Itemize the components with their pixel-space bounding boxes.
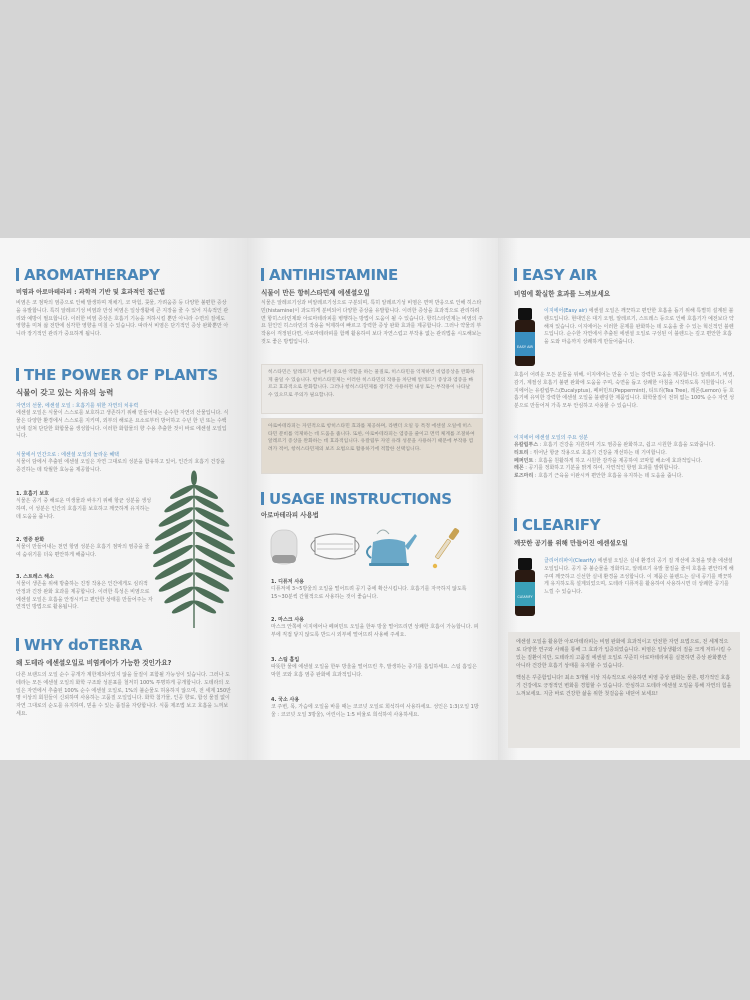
clearify-desc-head: 클리어리파이(Clearify): [544, 558, 596, 564]
plants-item-1-body: 식물은 공기 중 해로운 미생물과 싸우기 위해 항균 성분을 생성하며, 이 성분은 인간의 호흡기를 보호하고 깨끗하게 유지하는 데 도움을 줍니다.: [16, 498, 152, 520]
diffuser-icon: [271, 530, 297, 564]
ingredient-row: 페퍼민트 : 호흡을 원활하게 하고 시원한 감각을 제공하여 코막힘 해소에 효과적입니다.: [514, 457, 703, 464]
clearify-bottle: [512, 558, 538, 618]
clearify-bottle-label: CLEARIFY: [517, 595, 533, 599]
clearify-description: [544, 558, 734, 597]
leaf-illustration: [150, 470, 235, 630]
easy-air-description-2: 호흡이 어려운 모든 분들을 위해, 이지에어는 만을 수 있는 강력한 도움을 제공합니다. 알레르기, 비염, 감기, 계절성 호흡기 불편 완화에 도움을 주며, 숙면을 돕고 상쾌한 아침을 시작하도록 지원합니다. 이지에어는 유칼립투스(Eucalyptus), 페퍼민트(Peppermint), 티트리(Tea Tree), 레몬(Lemon) 등 호흡기에 유익한 강력한 에센셜 오일을 블렌딩한 제품입니다. 화학물질이 전혀 없는 100% 순수 자연 성분으로 만들어져 가족 모두 안심하고 사용할 수 있습니다.: [514, 372, 735, 409]
dropper-icon: [433, 527, 460, 568]
conclusion-box: [508, 632, 740, 748]
plants-intro-heading: 자연의 선물, 에센셜 오일 : 호흡기를 위한 자연의 치유력: [16, 403, 139, 409]
conclusion-text-2: 핵심은 꾸준함입니다! 최소 3개월 이상 지속적으로 사용하면 비염 증상 완화는 물론, 평가적인 호흡기 건강에도 긍정적인 변화를 경험할 수 있습니다. 안심하고 도테라 에센셜 오일을 통해 자연의 힘을 느껴보세요. 지금 바로 건강한 삶을 위한 첫걸음을 내딛어 보세요!: [516, 675, 732, 697]
plants-second-heading: 식물에서 인간으로 : 에센셜 오일의 놀라운 혜택: [16, 452, 119, 458]
usage-subtitle: 아로마테라피 사용법: [261, 511, 319, 519]
panel-left: [0, 238, 247, 760]
clearify-desc-text: 에센셜 오일은 실내 환경의 공기 질 개선에 초점을 맞춘 에센셜 오일입니다. 공기 중 불순물을 정화하고, 알레르기 유발 물질을 줄여 호흡을 편안하게 해주며 깨끗하고 신선한 실내 환경을 조성합니다. 이 제품은 블렌드는 실내 공기를 깨끗하게 유지하도록 설계되었으며, 도테라 디퓨저를 활용하여 사용하시면 더 상쾌한 공기를 느낄 수 있습니다.: [544, 558, 734, 595]
easy-air-description: [544, 308, 734, 347]
ingredients-list: [514, 442, 736, 481]
easy-air-desc-head: 이지에어(Easy air): [544, 308, 588, 314]
usage-step-1-head: 1. 디퓨저 사용: [271, 579, 305, 585]
ingredient-row: 유칼립투스 : 호흡기 건강을 지원하며 기도 염증을 완화하고, 쉽고 시원한 호흡을 도와줍니다.: [514, 442, 716, 448]
easy-air-heading: EASY AIR: [514, 266, 597, 284]
antihistamine-body: 식물은 알레르기성과 비알레르기성으로 구분되며, 특히 알레르기성 비염은 면역 반응으로 인해 히스타민(histamine)이 과도하게 분비되어 다양한 증상을 유발합니다. 이러한 증상을 효과적으로 관리하려면 항히스타민제와 아로마테라피를 병행하는 방법이 도움이 될 수 있습니다. 항히스타민제는 비염의 주요 원인인 히스타민의 작용을 억제하여 빠르고 강력한 증상 완화 효과를 제공합니다. 그러나 약물의 부작용이 걱정된다면, 아로마테라피를 함께 활용하여 보다 자연스럽고 부작용 없는 관리법을 시도해보는 것도 좋은 방법입니다.: [261, 300, 483, 345]
easy-air-bottle-label: EASY AIR: [517, 345, 533, 349]
ingredient-row: 티트리 : 뛰어난 항균 작용으로 호흡기 건강을 개선하는 데 기여합니다.: [514, 449, 667, 456]
plants-intro-body: 에센셜 오일은 식물이 스스로를 보호하고 생존하기 위해 만들어내는 순수한 자연의 산물입니다. 식물은 다양한 환경에서 스스로를 지키며, 외부의 해로운 요소로부터 방어하고 수년 한 년 또는 수백 년에 걸쳐 단단한 화합물을 생성합니다. 이러한 화합물의 향 수용 추출한 것이 바로 에센셜 오일입니다.: [16, 410, 229, 440]
ingredient-name: 티트리: [514, 449, 529, 456]
usage-step-3-body: 따뜻한 물에 에센셜 오일을 한두 방울을 떨어뜨린 후, 발생하는 증기를 흡입하세요. 스팀 흡입은 막힌 코와 호흡 염증 완화에 효과적입니다.: [271, 664, 477, 678]
conclusion-text-1: 에센셜 오일을 활용한 아로마테라피는 비염 완화에 효과적이고 안전한 자연 요법으로, 전 세계적으로 다양한 연구와 사례를 통해 그 효과가 입증되었습니다. 비염은 일상생활의 질을 크게 저하시킬 수 있는 질환이지만, 도테라의 고품질 에센셜 오일로 꾸준히 아로마테라피를 실천하면 증상 완화뿐만 아니라 건강한 호흡기 상태를 유지할 수 있습니다.: [516, 639, 732, 669]
usage-icons: [265, 524, 485, 570]
ingredient-desc: 호흡기 건강을 지원하며 기도 염증을 완화하고, 쉽고 시원한 호흡을 도와줍니다.: [543, 442, 716, 448]
panel-middle: [247, 238, 498, 760]
ingredient-name: 유칼립투스: [514, 442, 539, 448]
plants-subtitle: 식물이 갖고 있는 치유의 능력: [16, 388, 114, 397]
panel-right: [498, 238, 750, 760]
antihistamine-box-1: 히스타민은 알레르기 반응에서 중요한 역할을 하는 물질로, 히스타민을 억제하면 비염증상을 완화하게 줄일 수 있습니다. 항히스타민제는 이러한 히스타민의 작용을 차단해 알레르기 증상과 염증을 빠르고 효과적으로 완화합니다. 그러나 항히스타민제를 장기간 사용하면 내성 또는 부작용이 나타날 수 있으므로 주의가 필요합니다.: [261, 364, 483, 414]
usage-step-4-body: 코 주변, 목, 가슴에 오일을 바를 때는 코코넛 오일로 희석하여 사용하세요. 성인은 1:3(오일 1방울 : 코코넛 오일 3방울), 어린이는 1:5 비율로 희석하여 사용하세요.: [271, 704, 479, 718]
antihistamine-subtitle: 식물이 만든 항히스타민제 에센셜오일: [261, 289, 370, 297]
aromatherapy-heading: AROMATHERAPY: [16, 266, 160, 284]
plants-item-3-body: 식물이 생존을 위해 방출하는 진정 작용은 인간에게도 심리적 안정과 긴장 완화 효과를 제공합니다. 이러한 특성은 비염으로 에센셜 오일은 호흡을 안정시키고 편안한 상태를 만들어주는 자연적인 방법으로 활용됩니다.: [16, 581, 153, 611]
why-doterra-body: 다른 브랜드의 오일 순수 공개가 계한제되어있지 않을 들질이 포함될 가능성이 있습니다. 그러나 도테라는 모든 에센셜 오일의 화학 구조와 성분표를 철저히 100% 투명하게 공개합니다. 도테라의 오일은 자연에서 추출된 100% 순수 에센셜 오일로, 1%의 불순물도 허용하지 않으며, 전 세계 150만 명 이상의 회원들이 신뢰하며 사용하는 고품질 오일입니다. 화학 첨가물, 인공 향료, 합성 물질 없이 자연 그대로의 순도를 유지하며, 믿을 수 있는 품질을 자랑합니다. 식품 제조법 보고 호흡을 느껴보세요.: [16, 672, 232, 717]
why-doterra-heading: WHY doTERRA: [16, 636, 142, 654]
ingredient-name: 페퍼민트: [514, 457, 534, 464]
ingredients-heading: 이지에어 에센셜 오일의 주요 성분: [514, 435, 588, 441]
usage-step-1-body: 디퓨저에 3~5방울의 오일을 떨어뜨려 공기 중에 확산시킵니다. 호흡기를 자극하지 않도록 15~30분씩 간헐적으로 사용하는 것이 좋습니다.: [271, 586, 467, 600]
mask-icon: [311, 534, 359, 559]
aromatherapy-body: 비염은 코 점막의 염증으로 인해 발생하며 재채기, 코 막힘, 콧물, 가려움증 등 다양한 불편한 증상을 유발합니다. 특히 알레르기성 비염과 만성 비염은 일상생활에 큰 지장을 줄 수 있어 지속적인 관리와 예방이 필요합니다. 이러한 비염 증상은 호흡기 기능을 저하시킬 뿐만 아니라 수면의 질에도 영향을 미쳐 삶 전반에 심각한 영향을 미칠 수 있습니다. 따라서 비염은 단기적인 증상 완화뿐만 아니라 장기적인 관리가 중요하게 됩니다.: [16, 300, 229, 337]
ingredient-name: 로즈마리: [514, 473, 534, 479]
plants-heading: THE POWER OF PLANTS: [16, 366, 218, 384]
ingredient-row: 레몬 : 공기를 정화하고 기분을 맑게 하여, 자연적인 항염 효과를 발휘합니다.: [514, 465, 680, 472]
plants-item-2-head: 2. 염증 완화: [16, 537, 45, 543]
ingredient-desc: 공기를 정화하고 기분을 맑게 하여, 자연적인 항염 효과를 발휘합니다.: [528, 465, 680, 472]
antihistamine-heading: ANTIHISTAMINE: [261, 266, 398, 284]
easy-air-subtitle: 비염에 확실한 효과를 느껴보세요: [514, 290, 611, 298]
usage-heading: USAGE INSTRUCTIONS: [261, 490, 452, 508]
clearify-heading: CLEARIFY: [514, 516, 600, 534]
brochure: [0, 238, 750, 760]
plants-item-3-head: 3. 스트레스 해소: [16, 574, 54, 580]
ingredient-desc: 뛰어난 항균 작용으로 호흡기 건강을 개선하는 데 기여합니다.: [533, 449, 667, 456]
ingredient-desc: 호흡기 근육을 이완시켜 편안한 호흡을 유지하는 데 도움을 줍니다.: [538, 473, 683, 479]
easy-air-bottle: [512, 308, 538, 368]
usage-step-2-head: 2. 마스크 사용: [271, 617, 305, 623]
easy-air-desc-text: 에센셜 오일은 깨끗하고 편안한 호흡을 돕기 위해 특별히 설계된 블렌드입니다. 현대인은 대기 오염, 알레르기, 스트레스 등으로 인해 호흡기가 예전보다 약해져 있습니다. 이지에어는 이러한 문제를 완화하는 데 도움을 줄 수 있는 혁신적인 블렌드입니다. 순수한 자연에서 추출된 에센셜 오일로 구성된 이 블렌드는 깊고 편안한 호흡을 도와 마음까지 상쾌하게 만들어줍니다.: [544, 308, 734, 345]
clearify-subtitle: 깨끗한 공기를 위해 만들어진 에센셜오일: [514, 539, 628, 547]
why-doterra-subtitle: 왜 도테라 에센셜오일로 비염케어가 가능한 것인가요?: [16, 659, 172, 667]
ingredient-row: 로즈마리 : 호흡기 근육을 이완시켜 편안한 호흡을 유지하는 데 도움을 줍니다.: [514, 473, 683, 479]
ingredient-desc: 호흡을 원활하게 하고 시원한 감각을 제공하여 코막힘 해소에 효과적입니다.: [538, 457, 703, 464]
kettle-icon: [367, 530, 417, 566]
usage-step-2-body: 마스크 안쪽에 이지에어나 페퍼민트 오일을 한두 방울 떨어뜨리면 상쾌한 호흡이 가능합니다. 피부에 직접 닿지 않도록 반드시 외부에 떨어뜨려 사용해 주세요.: [271, 624, 479, 638]
plants-item-1-head: 1. 호흡기 보호: [16, 491, 50, 497]
ingredient-name: 레몬: [514, 465, 524, 472]
plants-second-body: 식물이 담에서 추출된 에센셜 오일은 자연 그대로의 성분을 함유하고 있어, 인간의 호흡기 건강을 증진하는 데 탁월한 효능을 제공합니다.: [16, 459, 226, 473]
antihistamine-box-2: 아로마테라피는 자연적으로 항히스타민 효과를 제공하며, 라벤더 오일 등 특정 에센셜 오일에 히스타민 분비를 억제하는 데 도움을 줍니다. 또한, 아로마테라피는 염증을 줄이고 면역 체계를 조절하여 알레르기 증상을 완화하는 데 효과적입니다. 유칼립투 자연 유래 성분을 사용하기 때문에 부작용 염려가 적어, 항히스타민제의 보조 요법으로 활용하기에 적합한 선택입니다.: [261, 418, 483, 474]
usage-step-3-head: 3. 스팀 흡입: [271, 657, 300, 663]
aromatherapy-subtitle: 비염과 아로마테라피 : 과학적 기반 및 효과적인 접근법: [16, 289, 166, 296]
plants-item-2-body: 식물이 만들어내는 천연 항염 성분은 호흡기 점막의 염증을 줄여 숨쉬기를 더욱 편안하게 해줍니다.: [16, 544, 150, 558]
usage-step-4-head: 4. 국소 사용: [271, 697, 300, 703]
